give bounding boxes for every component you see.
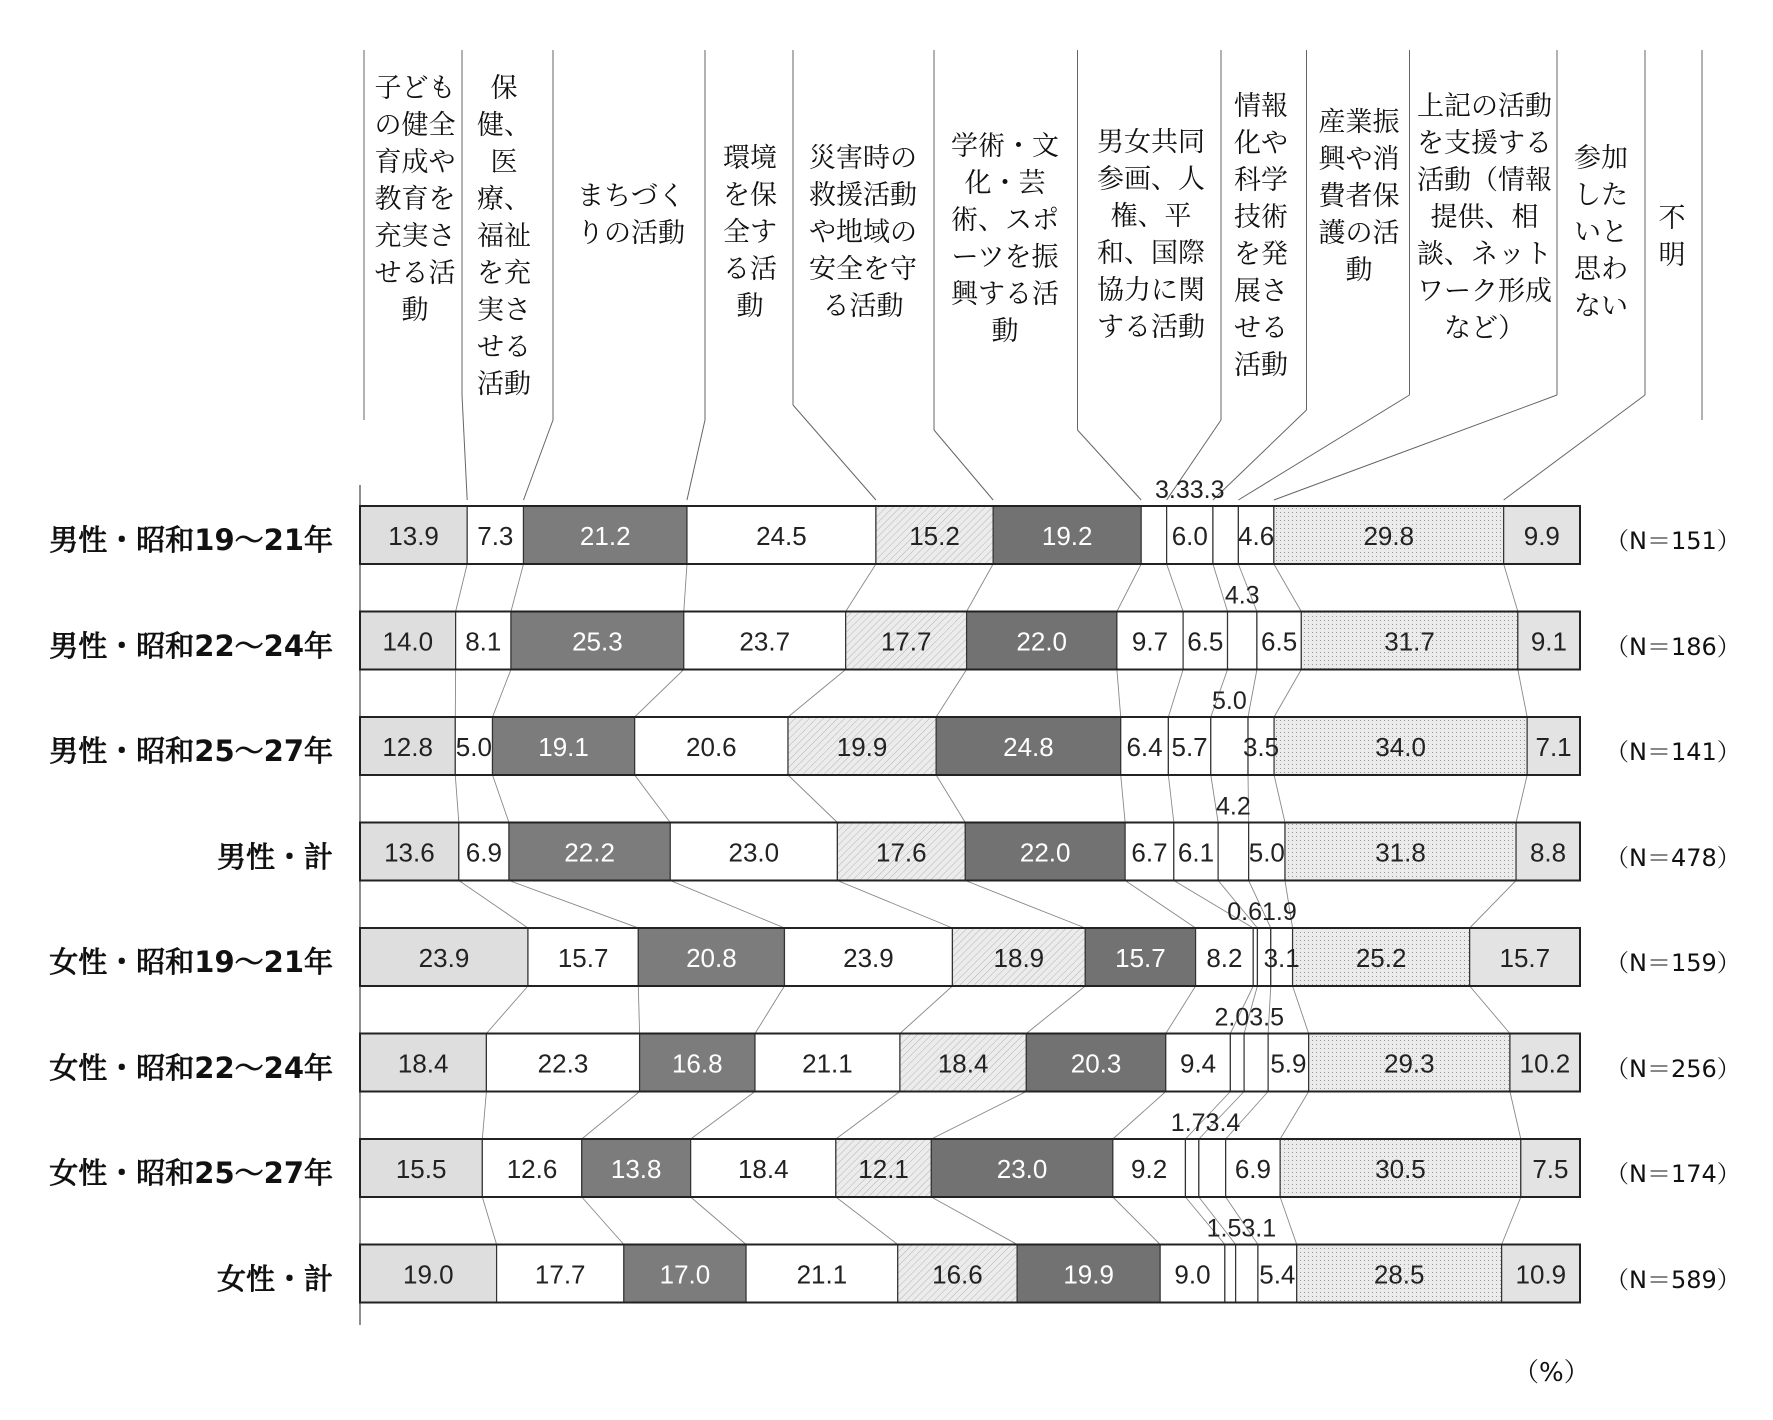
connector-line <box>691 1197 746 1245</box>
sample-size-label: （N＝589） <box>1605 1265 1741 1294</box>
bar-value-label-above: 1.53.1 <box>1206 1214 1277 1243</box>
bar-value-label: 5.4 <box>1259 1259 1296 1290</box>
bar-segment <box>1213 506 1238 564</box>
bar-value-label: 24.5 <box>756 521 807 551</box>
bar-value-label: 29.3 <box>1383 1048 1435 1079</box>
bar-value-label: 22.0 <box>1019 837 1071 868</box>
connector-line <box>1026 986 1085 1034</box>
connector-line <box>837 881 952 929</box>
bar-value-label: 12.6 <box>506 1154 558 1184</box>
connector-line <box>1121 775 1125 823</box>
connector-line <box>936 775 965 823</box>
connector-line <box>931 1092 1026 1140</box>
bar-segment <box>1236 1245 1258 1303</box>
connector-line <box>670 881 784 929</box>
bar-value-label: 3.1 <box>1263 943 1300 973</box>
bar-value-label: 5.0 <box>1248 837 1285 868</box>
row-label: 女性・計 <box>216 1261 333 1296</box>
connector-line <box>511 564 524 612</box>
connector-line <box>965 881 1085 929</box>
connector-line <box>1504 564 1518 612</box>
bar-value-label: 6.5 <box>1261 626 1298 657</box>
bar-value-label: 24.8 <box>1003 732 1054 762</box>
category-header: 学術・文化・芸術、スポーツを振興する活動 <box>951 131 1059 347</box>
sample-size-label: （N＝256） <box>1605 1054 1741 1083</box>
connector-line <box>1168 775 1173 823</box>
bar-value-label: 5.9 <box>1270 1048 1307 1079</box>
row-label: 女性・昭和25～27年 <box>49 1156 333 1190</box>
header-leader-line <box>1078 430 1142 500</box>
bar-value-label: 18.4 <box>397 1048 449 1079</box>
connector-line <box>1518 670 1527 718</box>
bar-value-label: 31.8 <box>1375 837 1426 868</box>
row-label: 男性・計 <box>216 839 333 874</box>
bar-value-label: 15.5 <box>395 1154 447 1184</box>
bar-value-label: 17.7 <box>534 1259 586 1290</box>
connector-line <box>482 1092 486 1140</box>
connector-line <box>1274 670 1301 718</box>
category-header: 災害時の救援活動や地域の安全を守る活動 <box>809 143 917 322</box>
connector-line <box>1274 564 1301 612</box>
connector-line <box>846 564 876 612</box>
bar-value-label: 9.2 <box>1131 1154 1168 1184</box>
connector-line <box>638 986 639 1034</box>
bar-value-label: 5.7 <box>1171 732 1208 762</box>
bar-value-label: 23.0 <box>996 1154 1048 1184</box>
sample-size-label: （N＝174） <box>1605 1160 1741 1188</box>
connector-line <box>1280 1197 1297 1245</box>
category-header: 不明 <box>1658 203 1686 271</box>
connector-line <box>1516 775 1527 823</box>
connector-line <box>788 670 846 718</box>
bar-value-label: 23.9 <box>418 943 470 973</box>
bar-segment <box>1218 823 1249 881</box>
bar-value-label: 15.7 <box>557 943 609 973</box>
bar-segment <box>1225 1245 1236 1303</box>
row-label: 男性・昭和25～27年 <box>49 734 333 768</box>
connector-line <box>635 775 671 823</box>
bar-value-label: 9.1 <box>1530 626 1567 657</box>
bar-value-label: 22.0 <box>1016 626 1068 657</box>
connector-line <box>1293 986 1309 1034</box>
bar-value-label: 23.0 <box>728 837 780 868</box>
bar-value-label: 29.8 <box>1363 521 1415 551</box>
row-label: 男性・昭和22～24年 <box>49 628 333 663</box>
connector-line <box>1510 1092 1521 1140</box>
connector-line <box>931 1197 1017 1245</box>
bar-segment <box>1244 1034 1268 1092</box>
category-header: 男女共同参画、人権、平和、国際協力に関する活動 <box>1097 127 1205 343</box>
connector-line <box>1113 1197 1160 1245</box>
category-header: 子どもの健全育成や教育を充実させる活動 <box>374 73 456 326</box>
connector-line <box>836 1092 900 1140</box>
bar-value-label: 20.8 <box>686 943 737 973</box>
bar-value-label: 8.2 <box>1206 943 1243 973</box>
bar-value-label: 28.5 <box>1373 1259 1425 1290</box>
connector-line <box>1167 564 1183 612</box>
connector-line <box>482 1197 496 1245</box>
connector-line <box>755 986 784 1034</box>
header-leader-line <box>1238 395 1409 500</box>
bar-value-label: 16.8 <box>671 1048 723 1079</box>
bar-value-label: 6.7 <box>1131 837 1168 868</box>
category-header: まちづくりの活動 <box>577 181 685 249</box>
bar-value-label: 17.6 <box>876 837 927 868</box>
connector-line <box>456 564 468 612</box>
connector-line <box>1166 986 1196 1034</box>
bar-value-label: 17.0 <box>659 1259 711 1290</box>
row-label: 女性・昭和22～24年 <box>49 1050 333 1085</box>
bar-value-label: 19.9 <box>836 732 888 762</box>
bar-value-label: 6.5 <box>1187 626 1224 657</box>
connector-line <box>788 775 837 823</box>
bar-value-label: 3.5 <box>1242 732 1280 762</box>
header-leader-line <box>687 420 705 500</box>
category-header: 参加したいと思わない <box>1574 143 1628 322</box>
bar-value-label: 14.0 <box>382 626 434 657</box>
bar-value-label: 31.7 <box>1384 626 1435 657</box>
bar-value-label: 19.9 <box>1063 1259 1114 1290</box>
bar-value-label: 23.7 <box>739 626 791 657</box>
sample-size-label: （N＝159） <box>1605 949 1741 977</box>
bar-value-label-above: 4.3 <box>1224 581 1260 610</box>
bar-value-label: 6.4 <box>1126 732 1163 762</box>
unit-label: （%） <box>1513 1358 1590 1388</box>
bar-value-label: 21.1 <box>802 1048 853 1079</box>
bar-segment <box>1185 1139 1198 1197</box>
connector-line <box>1470 881 1516 929</box>
header-leader-line <box>462 395 467 500</box>
category-header: 情報化や科学技術を発展させる活動 <box>1234 91 1288 381</box>
category-header: 保健、医療、福祉を充実させる活動 <box>477 73 531 400</box>
connector-line <box>635 670 684 718</box>
row-label: 男性・昭和19～21年 <box>49 523 333 557</box>
connector-line <box>1502 1197 1521 1245</box>
bar-value-label: 7.1 <box>1535 732 1572 762</box>
sample-size-label: （N＝151） <box>1605 527 1741 555</box>
category-header: 産業振興や消費者保護の活動 <box>1318 107 1400 286</box>
bar-value-label: 9.0 <box>1174 1259 1211 1290</box>
bar-value-label: 20.6 <box>686 732 737 762</box>
connector-line <box>492 670 510 718</box>
bar-value-label: 20.3 <box>1070 1048 1122 1079</box>
bar-value-label: 15.7 <box>1499 943 1551 973</box>
bar-value-label: 23.9 <box>843 943 894 973</box>
bar-value-label: 9.9 <box>1523 521 1560 551</box>
bar-value-label-above: 5.0 <box>1212 687 1247 715</box>
bar-value-label: 12.8 <box>382 732 433 762</box>
sample-size-label: （N＝478） <box>1605 843 1741 872</box>
bar-value-label: 5.0 <box>455 732 492 762</box>
bar-value-label-above: 4.2 <box>1216 792 1251 821</box>
bar-value-label: 22.3 <box>537 1048 589 1079</box>
bar-value-label: 19.1 <box>538 732 589 762</box>
bar-value-label: 6.9 <box>465 837 502 868</box>
connector-line <box>967 564 994 612</box>
connector-line <box>1470 986 1510 1034</box>
bar-value-label: 10.9 <box>1515 1259 1567 1290</box>
bar-value-label: 8.1 <box>465 626 502 657</box>
connector-line <box>936 670 966 718</box>
bar-value-label: 12.1 <box>858 1154 909 1184</box>
connector-line <box>1117 670 1121 718</box>
bar-value-label: 15.7 <box>1115 943 1166 973</box>
connector-line <box>1113 1092 1166 1140</box>
bar-value-label: 21.1 <box>796 1259 848 1290</box>
category-header: 環境を保全する活動 <box>723 143 777 322</box>
connector-line <box>684 564 687 612</box>
bar-value-label: 18.4 <box>937 1048 989 1079</box>
bar-value-label: 7.5 <box>1532 1154 1569 1184</box>
sample-size-label: （N＝186） <box>1605 632 1741 661</box>
bar-value-label: 30.5 <box>1375 1154 1426 1184</box>
header-leader-line <box>1274 395 1557 500</box>
bar-value-label: 10.2 <box>1519 1048 1571 1079</box>
bar-value-label-above: 1.73.4 <box>1170 1109 1241 1137</box>
bar-value-label-above: 0.61.9 <box>1227 898 1297 926</box>
bar-value-label: 9.4 <box>1179 1048 1217 1079</box>
header-leader-line <box>793 405 876 500</box>
connector-line <box>691 1092 755 1140</box>
bar-segment <box>1199 1139 1226 1197</box>
bar-value-label: 4.6 <box>1238 521 1275 551</box>
connector-line <box>900 986 952 1034</box>
bar-value-label: 19.2 <box>1041 521 1093 551</box>
connector-line <box>486 986 528 1034</box>
connector-line <box>1274 775 1285 823</box>
sample-size-label: （N＝141） <box>1605 738 1741 766</box>
connector-line <box>1117 564 1141 612</box>
bar-value-label: 6.1 <box>1177 837 1215 868</box>
connector-line <box>1248 670 1257 718</box>
bar-value-label: 21.2 <box>579 521 631 551</box>
bar-segment <box>1253 928 1257 986</box>
bar-value-label-above: 2.03.5 <box>1214 1003 1284 1032</box>
connector-line <box>1168 670 1183 718</box>
bar-value-label: 15.2 <box>909 521 960 551</box>
bar-value-label: 18.4 <box>737 1154 789 1184</box>
connector-line <box>509 881 638 929</box>
bar-value-label: 13.9 <box>388 521 439 551</box>
bar-segment <box>1141 506 1166 564</box>
bar-value-label: 34.0 <box>1375 732 1426 762</box>
bar-segment <box>1228 612 1257 670</box>
connector-line <box>459 881 528 929</box>
bar-value-label: 18.9 <box>993 943 1045 973</box>
connector-line <box>492 775 508 823</box>
bar-value-label: 8.8 <box>1529 837 1567 868</box>
bar-value-label: 13.8 <box>610 1154 662 1184</box>
bar-value-label: 16.6 <box>932 1259 983 1290</box>
header-leader-line <box>523 420 553 500</box>
connector-line <box>582 1197 624 1245</box>
bar-value-label: 22.2 <box>564 837 615 868</box>
bar-value-label: 25.2 <box>1355 943 1407 973</box>
bar-segment <box>1230 1034 1244 1092</box>
bar-value-label: 25.3 <box>572 626 623 657</box>
bar-value-label: 6.9 <box>1234 1154 1271 1184</box>
bar-value-label: 7.3 <box>477 521 514 551</box>
connector-line <box>582 1092 640 1140</box>
bar-value-label-above: 3.33.3 <box>1155 476 1225 504</box>
bar-value-label: 17.7 <box>880 626 932 657</box>
row-label: 女性・昭和19～21年 <box>49 945 333 979</box>
connector-line <box>455 775 459 823</box>
connector-line <box>1280 1092 1309 1140</box>
bar-value-label: 19.0 <box>402 1259 454 1290</box>
header-leader-line <box>934 430 993 500</box>
category-header: 上記の活動を支援する活動（情報提供、相談、ネットワーク形成など） <box>1417 91 1552 344</box>
connector-line <box>836 1197 898 1245</box>
header-leader-line <box>1504 395 1645 500</box>
bar-value-label: 9.7 <box>1131 626 1169 657</box>
bar-value-label: 6.0 <box>1171 521 1208 551</box>
bar-value-label: 13.6 <box>384 837 435 868</box>
